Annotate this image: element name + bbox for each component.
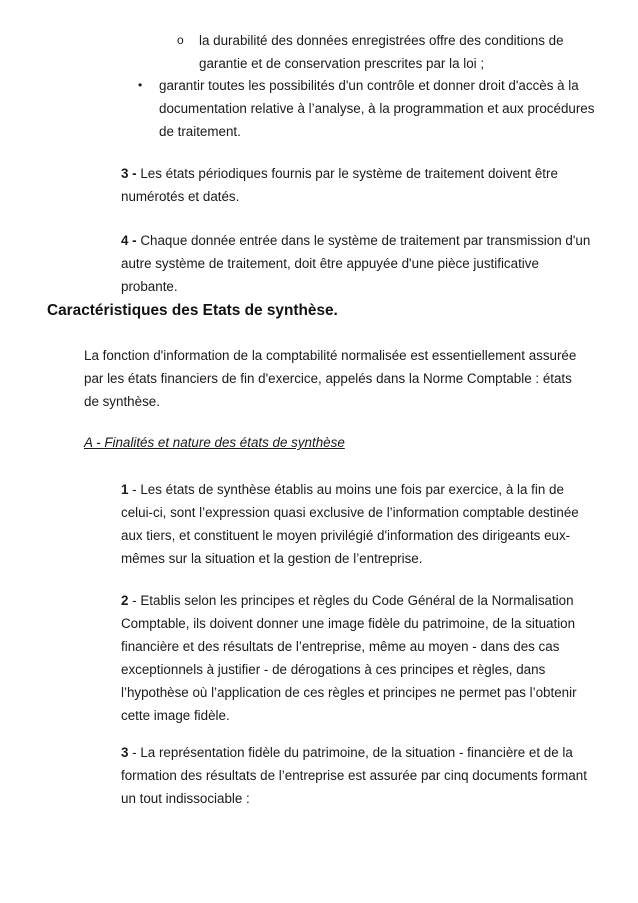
item-number: 3 xyxy=(121,745,129,760)
paragraph-4 xyxy=(121,229,596,298)
paragraph-number: 4 - xyxy=(121,233,137,248)
bullet-text: garantir toutes les possibilités d'un contrôle et donner droit d'accès à la documentation relative à l’analyse, à la programmation et aux procédures de traitement. xyxy=(159,78,595,139)
subsection-heading: A - Finalités et nature des états de synthèse xyxy=(84,435,345,450)
paragraph-3 xyxy=(121,162,596,208)
circle-bullet-icon: o xyxy=(177,33,184,47)
intro-paragraph: La fonction d'information de la comptabilité normalisée est essentiellement assurée par les états financiers de fin d'exercice, appelés dans la Norme Comptable : états de synthèse. xyxy=(84,348,577,409)
item-text: - La représentation fidèle du patrimoine, de la situation - financière et de la formation des résultats de l’entreprise est assurée par cinq documents formant un tout indissociable : xyxy=(121,745,587,806)
disc-bullet-icon: • xyxy=(138,78,143,92)
numbered-item-2 xyxy=(121,589,596,727)
paragraph-number: 3 - xyxy=(121,166,137,181)
sub-bullet-text: la durabilité des données enregistrées offre des conditions de garantie et de conservation prescrites par la loi ; xyxy=(199,33,564,71)
bullet-item xyxy=(138,74,599,143)
paragraph-text: Les états périodiques fournis par le système de traitement doivent être numérotés et datés. xyxy=(121,166,558,204)
section-heading: Caractéristiques des Etats de synthèse. xyxy=(47,302,338,319)
item-text: - Les états de synthèse établis au moins une fois par exercice, à la fin de celui-ci, sont l’expression quasi exclusive de l’information comptable destinée aux tiers, et constituent le moyen privilégié d'information des dirigeants eux-mêmes sur la situation et la gestion de l’entreprise. xyxy=(121,482,579,566)
item-number: 2 xyxy=(121,593,129,608)
numbered-item-3 xyxy=(121,741,596,810)
item-text: - Etablis selon les principes et règles du Code Général de la Normalisation Comptable, ils doivent donner une image fidèle du patrimoine, de la situation financière et des résultats de l’entreprise, même au moyen - dans des cas exceptionnels à justifier - de dérogations à ces principes et règles, dans l’hypothèse où l’application de ces règles et principes ne permet pas l’obtenir cette image fidèle. xyxy=(121,593,577,723)
sub-bullet-item xyxy=(177,29,579,75)
item-number: 1 xyxy=(121,482,129,497)
paragraph-text: Chaque donnée entrée dans le système de traitement par transmission d'un autre système de traitement, doit être appuyée d'une pièce justificative probante. xyxy=(121,233,591,294)
numbered-item-1 xyxy=(121,478,596,570)
